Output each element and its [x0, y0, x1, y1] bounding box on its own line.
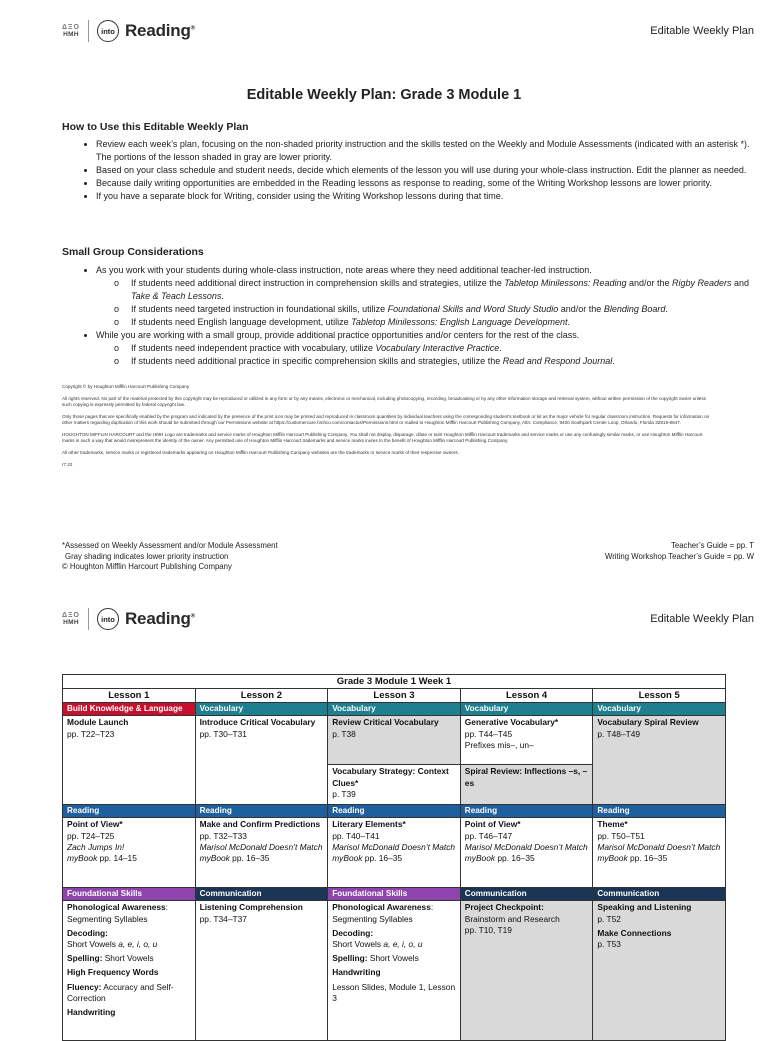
weekly-plan-table [62, 674, 726, 1041]
sub-list-item: o If students need additional direct instruction in comprehension skills and strategies, utilize the Tabletop Minilessons: Reading and/or the Rigby Readers and Take & Teach Lessons. [114, 277, 756, 303]
into-logo-icon: into [97, 608, 119, 630]
category-label: Communication [460, 888, 593, 901]
table-cell: Point of View* pp. T46–T47 Marisol McDonald Doesn’t Match myBook pp. 16–35 [460, 818, 593, 888]
table-cell: Phonological Awareness: Segmenting Syllables Decoding: Short Vowels a, e, i, o, u Spelling: Short Vowels Handwriting Lesson Slides, Module 1, Lesson 3 [328, 901, 461, 1041]
page-header [62, 14, 754, 48]
header-title: Editable Weekly Plan [650, 25, 754, 37]
small-group-list [62, 264, 756, 368]
how-to-heading: How to Use this Editable Weekly Plan [62, 121, 249, 133]
week-title: Grade 3 Module 1 Week 1 [63, 675, 726, 689]
sub-list-item: o If students need additional practice in specific comprehension skills and strategies, utilize the Read and Respond Journal. [114, 355, 756, 368]
header-title: Editable Weekly Plan [650, 613, 754, 625]
category-label: Reading [63, 805, 196, 818]
category-label: Reading [195, 805, 328, 818]
category-label: Reading [593, 805, 726, 818]
document-title: Editable Weekly Plan: Grade 3 Module 1 [246, 87, 522, 103]
category-label: Reading [328, 805, 461, 818]
how-to-list [62, 138, 756, 203]
reading-wordmark: Reading® [124, 21, 195, 40]
category-label: Foundational Skills [63, 888, 196, 901]
category-label: Vocabulary [460, 703, 593, 716]
sub-list-item: o If students need English language development, utilize Tabletop Minilessons: English Language Development. [114, 316, 756, 329]
lesson-header: Lesson 2 [195, 689, 328, 703]
category-label: Communication [593, 888, 726, 901]
list-item: • Because daily writing opportunities are embedded in the Reading lessons as response to reading, some of the Writing Workshop lessons are lower priority. [96, 177, 756, 190]
list-item: • While you are working with a small group, provide additional practice opportunities and/or centers for the rest of the class. o If students need independent practice with vocabulary, utilize Vocabulary Interactive Practice. o If students need additional practice in specific comprehension skills and strategies, utilize the Read and Respond Journal. [96, 329, 756, 368]
list-item: • If you have a separate block for Writing, consider using the Writing Workshop lessons during that time. [96, 190, 756, 203]
category-label: Vocabulary [328, 703, 461, 716]
category-label: Foundational Skills [328, 888, 461, 901]
table-cell: Make and Confirm Predictions pp. T32–T33 Marisol McDonald Doesn’t Match myBook pp. 16–35 [195, 818, 328, 888]
category-label: Vocabulary [593, 703, 726, 716]
category-label: Build Knowledge & Language [63, 703, 196, 716]
lesson-header: Lesson 1 [63, 689, 196, 703]
table-cell: Generative Vocabulary* pp. T44–T45 Prefixes mis–, un– Spiral Review: Inflections –s, –es [460, 716, 593, 805]
page-header [62, 602, 754, 636]
lesson-header: Lesson 5 [593, 689, 726, 703]
table-cell: Literary Elements* pp. T40–T41 Marisol McDonald Doesn’t Match myBook pp. 16–35 [328, 818, 461, 888]
category-label: Vocabulary [195, 703, 328, 716]
footer-notes: *Assessed on Weekly Assessment and/or Module Assessment Gray shading indicates lower priority instruction © Houghton Mifflin Harcourt Publishing Company [62, 541, 278, 571]
table-cell: Listening Comprehension pp. T34–T37 [195, 901, 328, 1041]
list-item: • Based on your class schedule and student needs, decide which elements of the lesson you will use during your whole-class instruction. Edit the planner as needed. [96, 164, 756, 177]
footer-legend: Teacher’s Guide = pp. T Writing Workshop Teacher’s Guide = pp. W [604, 541, 754, 561]
hmh-logo: ΔΞΟ HMH [62, 24, 80, 38]
hmh-logo: ΔΞΟ HMH [62, 612, 80, 626]
brand-logo [62, 20, 195, 42]
reading-wordmark: Reading® [124, 609, 195, 628]
sub-list-item: o If students need independent practice with vocabulary, utilize Vocabulary Interactive Practice. [114, 342, 756, 355]
table-cell: Review Critical Vocabulary p. T38 Vocabulary Strategy: Context Clues* p. T39 [328, 716, 461, 805]
brand-logo [62, 608, 195, 630]
lesson-header: Lesson 4 [460, 689, 593, 703]
brand-divider [88, 608, 89, 630]
table-cell: Speaking and Listening p. T52 Make Connections p. T53 [593, 901, 726, 1041]
table-cell: Introduce Critical Vocabulary pp. T30–T31 [195, 716, 328, 805]
table-cell: Phonological Awareness: Segmenting Syllables Decoding: Short Vowels a, e, i, o, u Spelling: Short Vowels High Frequency Words Fluency: Accuracy and Self-Correction Handwriting [63, 901, 196, 1041]
legal-text: Copyright © by Houghton Mifflin Harcourt Publishing Company All rights reserved. No part of the material protected by this copyright may be reproduced or utilized in any form or by any means, electronic or mechanical, including photocopying, recording, broadcasting or by any other information storage and retrieval system, without written permission of the copyright owner unless such copying is expressly permitted by federal copyright law. Only those pages that are specifically enabled by the program and indicated by the presence of the print icon may be printed and reproduced in classroom quantities by individual teachers using the corresponding student’s textbook or kit as the major vehicle for regular classroom instruction. Requests for information on other matters regarding duplication of this work should be submitted through our Permissions website at https://customercare.hmhco.com/contactus/Permissions.html or mailed to Houghton Mifflin Harcourt Publishing Company, Attn: Compliance, 9400 Southpark Center Loop, Orlando, Florida 32819-8647. HOUGHTON MIFFLIN HARCOURT and the HMH Logo are trademarks and service marks of Houghton Mifflin Harcourt Publishing Company. You shall not display, disparage, dilute or taint Houghton Mifflin Harcourt trademarks and service marks or use any confusingly similar marks, or use Houghton Mifflin Harcourt marks in such a way that would misrepresent the identity of the owner. Any permitted use of Houghton Mifflin Harcourt trademarks and service marks inures to the benefit of Houghton Mifflin Harcourt Publishing Company. All other trademarks, service marks or registered trademarks appearing on Houghton Mifflin Harcourt Publishing Company websites are the trademarks or service marks of their respective owners. r7.22 [62, 384, 710, 467]
table-cell: Point of View* pp. T24–T25 Zach Jumps In! myBook pp. 14–15 [63, 818, 196, 888]
table-cell: Project Checkpoint: Brainstorm and Research pp. T10, T19 [460, 901, 593, 1041]
category-label: Reading [460, 805, 593, 818]
category-label: Communication [195, 888, 328, 901]
list-item: • As you work with your students during whole-class instruction, note areas where they need additional teacher-led instruction. o If students need additional direct instruction in comprehension skills and strategies, utilize the Tabletop Minilessons: Reading and/or the Rigby Readers and Take & Teach Lessons. o If students need targeted instruction in foundational skills, utilize Foundational Skills and Word Study Studio and/or the Blending Board. o If students need English language development, utilize Tabletop Minilessons: English Language Development. [96, 264, 756, 329]
table-cell: Vocabulary Spiral Review p. T48–T49 [593, 716, 726, 805]
table-cell: Module Launch pp. T22–T23 [63, 716, 196, 805]
list-item: • Review each week’s plan, focusing on the non-shaded priority instruction and the skills tested on the Weekly and Module Assessments (indicated with an asterisk *). The portions of the lesson shaded in gray are lower priority. [96, 138, 756, 164]
table-cell: Theme* pp. T50–T51 Marisol McDonald Doesn’t Match myBook pp. 16–35 [593, 818, 726, 888]
sub-list-item: o If students need targeted instruction in foundational skills, utilize Foundational Skills and Word Study Studio and/or the Blending Board. [114, 303, 756, 316]
small-group-heading: Small Group Considerations [62, 246, 204, 258]
into-logo-icon: into [97, 20, 119, 42]
lesson-header: Lesson 3 [328, 689, 461, 703]
brand-divider [88, 20, 89, 42]
